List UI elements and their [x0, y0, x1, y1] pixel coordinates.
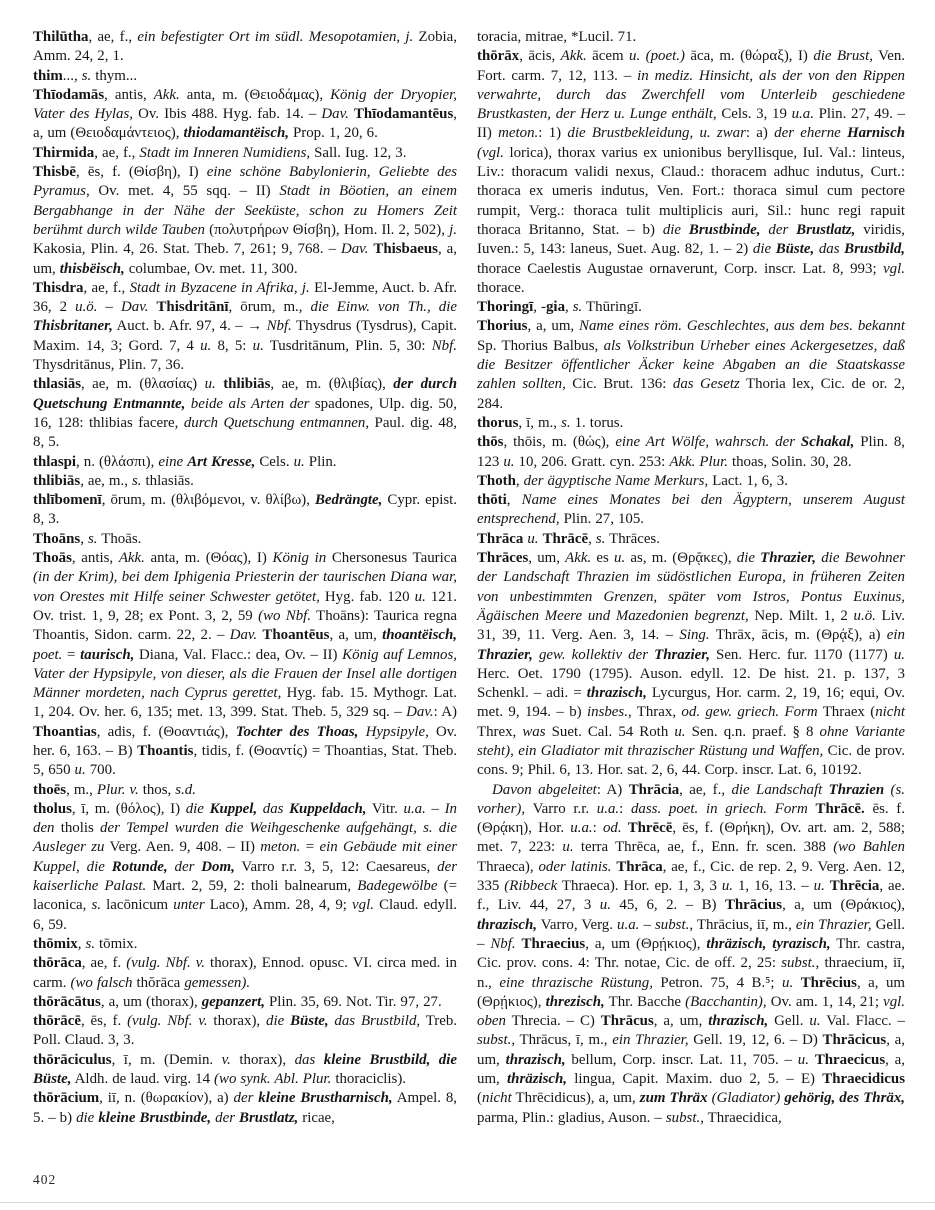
text-column-left	[33, 28, 457, 1128]
dictionary-entry: thōmix, s. tōmix.	[33, 935, 138, 952]
dictionary-entry: thōrāca, ae, f. (vulg. Nbf. v. thorax), Ennod. opusc. VI. circa med. in carm. (wo falsch thŏrāca gemessen).	[33, 955, 457, 991]
dictionary-entry: Thrāces, um, Akk. es u. as, m. (Θρᾷκες), die Thrazier, die Bewohner der Landschaft Thrazien im südöstlichen Europa, in früheren Zeiten von unbestimmten Grenzen, später vom Istros, Pontus Euxinus, Ägäischen Meere und Mazedonien begrenzt, Nep. Milt. 1, 2 u.ö. Liv. 31, 39, 11. Verg. Aen. 3, 14. – Sing. Thrāx, ācis, m. (Θρᾴξ), a) ein Thrazier, gew. kollektiv der Thrazier, Sen. Herc. fur. 1170 (1177) u. Herc. Oet. 1790 (1795). Auson. edyll. 12. De hist. 21. p. 137, 3 Schenkl. – adi. = thrazisch, Lycurgus, Hor. carm. 2, 19, 16; equi, Ov. met. 9, 194. – b) insbes., Thrax, od. gew. griech. Form Thraex (nicht Threx, was Suet. Cal. 54 Roth u. Sen. q.n. praef. § 8 ohne Variante steht), ein Gladiator mit thrazischer Rüstung und Waffen, Cic. de prov. cons. 9; Phil. 6, 13. Hor. sat. 2, 6, 44. Corp. inscr. Lat. 6, 10192.	[477, 550, 906, 779]
dictionary-entry: Thisdra, ae, f., Stadt in Byzacene in Afrika, j. El-Jemme, Auct. b. Afr. 36, 2 u.ö. – Dav. Thisdritānī, ōrum, m., die Einw. von Th., die Thisbritaner, Auct. b. Afr. 97, 4. – → Nbf. Thysdrus (Tysdrus), Capit. Maxim. 14, 3; Gord. 7, 4 u. 8, 5: u. Tusdritānum, Plin. 5, 30: Nbf. Thysdritānus, Plin. 7, 36.	[33, 279, 458, 374]
text-column-right	[477, 28, 905, 1128]
dictionary-entry: Thīodamās, antis, Akk. anta, m. (Θειοδάμας), König der Dryopier, Vater des Hylas, Ov. Ibis 488. Hyg. fab. 14. – Dav. Thīodamantēus, a, um (Θειοδαμάντειος), thiodamantëisch, Prop. 1, 20, 6.	[33, 86, 457, 142]
dictionary-entry: Thoās, antis, Akk. anta, m. (Θόας), I) König in Chersonesus Taurica (in der Krim), bei dem Iphigenia Priesterin der taurischen Diana war, von Orestes mit Hilfe seiner Schwester getötet, Hyg. fab. 120 u. 121. Ov. trist. 1, 9, 28; ex Pont. 3, 2, 59 (wo Nbf. Thoāns): Taurica regna Thoantis, Sidon. carm. 22, 2. – Dav. Thoantēus, a, um, thoantëisch, poet. = taurisch, Diana, Val. Flacc.: dea, Ov. – II) König auf Lemnos, Vater der Hypsipyle, von dieser, als die Frauen der Insel alle dortigen Männer mordeten, nach Cyprus gerettet, Hyg. fab. 15. Mythogr. Lat. 1, 204. Ov. her. 6, 135; met. 13, 399. Stat. Theb. 5, 329 sq. – Dav.: A) Thoantias, adis, f. (Θοαντιάς), Tochter des Thoas, Hypsipyle, Ov. her. 6, 163. – B) Thoantis, tidis, f. (Θοαντίς) = Thoantias, Stat. Theb. 5, 650 u. 700.	[33, 550, 458, 779]
dictionary-entry: Thilūtha, ae, f., ein befestigter Ort im südl. Mesopotamien, j. Zobia, Amm. 24, 2, 1.	[33, 29, 457, 65]
page-bottom-rule	[0, 1202, 935, 1203]
dictionary-entry: Thrāca u. Thrācē, s. Thrāces.	[477, 530, 660, 547]
dictionary-entry: Thoāns, s. Thoās.	[33, 530, 142, 547]
dictionary-entry: Thorius, a, um, Name eines röm. Geschlechtes, aus dem bes. bekannt Sp. Thorius Balbus, als Volkstribun Urheber eines Ackergesetzes, daß die Besitzer öffentlicher Äcker keine Abgaben an die Staatskasse zahlen sollten, Cic. Brut. 136: das Gesetz Thoria lex, Cic. de or. 2, 284.	[477, 318, 906, 412]
dictionary-entry: thoēs, m., Plur. v. thos, s.d.	[33, 781, 196, 798]
dictionary-entry: thōrāciculus, ī, m. (Demin. v. thorax), das kleine Brustbild, die Büste, Aldh. de laud. virg. 14 (wo synk. Abl. Plur. thoraciclis).	[33, 1051, 457, 1088]
page-number: 402	[33, 1172, 57, 1187]
dictionary-entry: thlībomenī, ōrum, m. (θλιβόμενοι, v. θλίβω), Bedrängte, Cypr. epist. 8, 3.	[33, 492, 457, 528]
dictionary-entry: toracia, mitrae, *Lucil. 71.	[477, 29, 637, 45]
dictionary-entry: Thirmida, ae, f., Stadt im Inneren Numidiens, Sall. Iug. 12, 3.	[33, 144, 407, 161]
dictionary-entry: thōrācium, iī, n. (θωρακίον), a) der kleine Brustharnisch, Ampel. 8, 5. – b) die kleine Brustbinde, der Brustlatz, ricae,	[33, 1090, 457, 1126]
dictionary-entry: Thoth, der ägyptische Name Merkurs, Lact. 1, 6, 3.	[477, 472, 788, 489]
dictionary-entry: tholus, ī, m. (θόλος), I) die Kuppel, das Kuppeldach, Vitr. u.a. – In den tholis der Tempel wurden die Weihgeschenke aufgehängt, s. die Ausleger zu Verg. Aen. 9, 408. – II) meton. = ein Gebäude mit einer Kuppel, die Rotunde, der Dom, Varro r.r. 3, 5, 12: Caesareus, der kaiserliche Palast. Mart. 2, 59, 2: tholi balnearum, Badegewölbe (= laconica, s. lacōnicum unter Laco), Amm. 28, 4, 9; vgl. Claud. edyll. 6, 59.	[33, 800, 458, 933]
dictionary-entry: thōs, thōis, m. (θώς), eine Art Wölfe, wahrsch. der Schakal, Plin. 8, 123 u. 10, 206. Gratt. cyn. 253: Akk. Plur. thoas, Solin. 30, 28.	[477, 434, 906, 470]
dictionary-entry: thlasiās, ae, m. (θλασίας) u. thlibiās, ae, m. (θλιβίας), der durch Quetschung Entmannte, beide als Arten der spadones, Ulp. dig. 50, 16, 128: thlibias facere, durch Quetschung entmannen, Paul. dig. 48, 8, 5.	[33, 376, 458, 451]
dictionary-entry: Thisbē, ēs, f. (Θίσβη), I) eine schöne Babylonierin, Geliebte des Pyramus, Ov. met. 4, 55 sqq. – II) Stadt in Böotien, an einem Bergabhange in der Nähe der Seeküste, schon zu Homers Zeit berühmt durch wilde Tauben (πολυτρήρων Θίσβη), Hom. Il. 2, 502), j. Kakosia, Plin. 4, 26. Stat. Theb. 7, 261; 9, 768. – Dav. Thisbaeus, a, um, thisbëisch, columbae, Ov. met. 11, 300.	[33, 164, 457, 277]
dictionary-entry: Davon abgeleitet: A) Thrācia, ae, f., die Landschaft Thrazien (s. vorher), Varro r.r. u.a.: dass. poet. in griech. Form Thrācē. ēs. f. (Θρᾴκη), Hor. u.a.: od. Thrēcē, ēs, f. (Θρήκη), Ov. art. am. 2, 588; met. 7, 223: u. terra Thrēca, ae, f., Enn. fr. scen. 388 (wo Bahlen Thraeca), oder latinis. Thrāca, ae, f., Cic. de rep. 2, 9. Verg. Aen. 12, 335 (Ribbeck Thraeca). Hor. ep. 1, 3, 3 u. 1, 16, 13. – u. Thrēcia, ae. f., Liv. 44, 27, 3 u. 45, 6, 2. – B) Thrācius, a, um (Θράκιος), thrazisch, Varro, Verg. u.a. – subst., Thrācius, iī, m., ein Thrazier, Gell. – Nbf. Thraecius, a, um (Θρῄκιος), thräzisch, tyrazisch, Thr. castra, Cic. prov. cons. 4: Thr. notae, Cic. de off. 2, 25: subst., thraecium, iī, n., eine thrazische Rüstung, Petron. 75, 4 B.⁵; u. Thrēcius, a, um (Θρῄκιος), threzisch, Thr. Bacche (Bacchantin), Ov. am. 1, 14, 21; vgl. oben Threcia. – C) Thrācus, a, um, thrazisch, Gell. u. Val. Flacc. – subst., Thrācus, ī, m., ein Thrazier, Gell. 19, 12, 6. – D) Thrācicus, a, um, thrazisch, bellum, Corp. inscr. Lat. 11, 705. – u. Thraecicus, a, um, thräzisch, lingua, Capit. Maxim. duo 2, 5. – E) Thraecidicus (nicht Thrēcidicus), a, um, zum Thräx (Gladiator) gehörig, des Thräx, parma, Plin.: gladius, Auson. – subst., Thraecidica,	[477, 781, 906, 1126]
dictionary-entry: thōrāx, ācis, Akk. ācem u. (poet.) āca, m. (θώραξ), I) die Brust, Ven. Fort. carm. 7, 12, 113. – in mediz. Hinsicht, als der von den Rippen verwahrte, durch das Zwerchfell vom Unterleib geschiedene Brustkasten, der Herz u. Lunge enthält, Cels. 3, 19 u.a. Plin. 27, 49. – II) meton.: 1) die Brustbekleidung, u. zwar: a) der eherne Harnisch (vgl. lorica), thorax varius ex unionibus beryllisque, Iul. Val.: linteus, Liv.: thoracum validi nexus, Claud.: thoracem adhuc indutus, Curt.: thoraca ex umeris indutus, Ven. Fort.: thoraca simul cum pectore rumpit, Verg.: thoraca tulit multiplicis auri, Sil.: hunc regi rapuit thoraca Britanno, Stat. – b) die Brustbinde, der Brustlatz, viridis, Iuven.: 5, 143: laneus, Suet. Aug. 82, 1. – 2) die Büste, das Brustbild, thorace Caelestis Augustae ornaverunt, Corp. inscr. Lat. 8, 993; vgl. thorace.	[477, 48, 906, 296]
dictionary-entry: thlaspi, n. (θλάσπι), eine Art Kresse, Cels. u. Plin.	[33, 453, 337, 470]
dictionary-entry: thōrācē, ēs, f. (vulg. Nbf. v. thorax), die Büste, das Brustbild, Treb. Poll. Claud. 3, 3.	[33, 1013, 458, 1049]
dictionary-entry: thorus, ī, m., s. 1. torus.	[477, 414, 624, 431]
dictionary-entry: thōrācātus, a, um (thorax), gepanzert, Plin. 35, 69. Not. Tir. 97, 27.	[33, 993, 442, 1010]
dictionary-entry: Thoringī, -gia, s. Thūringī.	[477, 299, 642, 316]
dictionary-entry: thlibiās, ae, m., s. thlasiās.	[33, 472, 194, 489]
dictionary-entry: thōti, Name eines Monates bei den Ägyptern, unserem August entsprechend, Plin. 27, 105.	[477, 492, 905, 528]
dictionary-entry: thim..., s. thym...	[33, 67, 138, 84]
